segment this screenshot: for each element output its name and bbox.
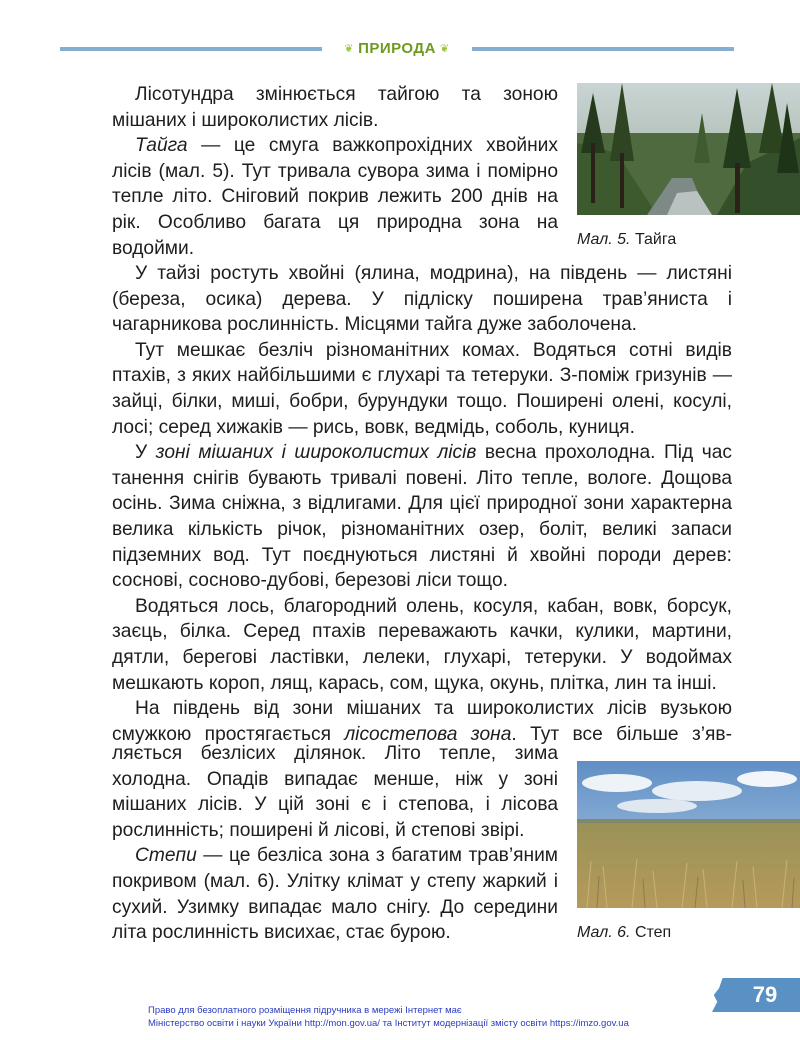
figure-5-caption: Мал. 5. Тайга [577, 231, 677, 248]
paragraph: Водяться лось, благородний олень, косуля, кабан, вовк, борсук, заєць, білка. Серед птахів переважають качки, кулики, мартини, дятли, берегові ластівки, лелеки, глухарі, тетеруки. У водоймах мешкають короп, лящ, карась, сом, щука, окунь, плітка, лин та інші. [112, 595, 732, 694]
term-forest-steppe: лісостепова зона [344, 723, 512, 745]
paragraph: На південь від зони мішаних та широколистих лісів вузькою [135, 698, 732, 720]
copyright-footer [148, 1004, 708, 1030]
footer-line: Право для безоплатного розміщення підручника в мережі Інтернет має [148, 1005, 462, 1016]
paragraph: У тайзі ростуть хвойні (ялина, модрина), на південь — листяні (береза, осика) дерева. У підліску поширена трав’яниста і чагарникова рослинність. Місцями тайга дуже заболочена. [112, 263, 732, 336]
paragraph-continuation: смужкою простягається лісостепова зона. Тут все більше з’яв- [112, 723, 733, 745]
term-steppe: Степи [135, 845, 197, 867]
section-header [322, 36, 472, 60]
term-mixed-forests: зоні мішаних і широколистих лісів [155, 442, 477, 464]
paragraph: Тайга — це смуга важкопрохідних хвойних лісів (мал. 5). Тут тривала сувора зима і помірно тепле літо. Сніговий покрив лежить 200 днів на рік. Особливо багата ця природна зона на водойми. [112, 135, 558, 259]
section-title: ПРИРОДА [358, 39, 436, 57]
text-block-taiga-intro [112, 82, 558, 261]
paragraph-continuation: ляється безлісих ділянок. Літо тепле, зима холодна. Опадів випадає менше, ніж у зоні мішаних лісів. У цій зоні є і степова, і лісова рослинність; поширені й лісові, й степові звірі. [112, 743, 558, 841]
footer-line: Міністерство освіти і науки України http://mon.gov.ua/ та Інститут модернізації змісту освіти https://imzo.gov.ua [148, 1018, 629, 1029]
header-rule-right [472, 47, 734, 51]
figure-6-caption: Мал. 6. Степ [577, 924, 672, 941]
taiga-photo [577, 83, 800, 215]
leaf-ornament-icon: ❦ [344, 42, 355, 55]
text-block-steppe [112, 741, 558, 946]
header-rule-left [60, 47, 322, 51]
page-number: 79 [752, 982, 778, 1007]
paragraph: Лісотундра змінюється тайгою та зоною мішаних і широколистих лісів. [112, 84, 558, 131]
paragraph: Степи — це безліса зона з багатим трав’яним покривом (мал. 6). Улітку клімат у степу жаркий і сухий. Узимку випадає мало снігу. До середини літа рослинність висихає, стає бурою. [112, 845, 558, 944]
paragraph: У зоні мішаних і широколистих лісів весна прохолодна. Під час танення снігів бувають тривалі повені. Літо тепле, вологе. Дощова осінь. Зима сніжна, з відлигами. Для цієї природної зони характерна велика кількість річок, різноманітних озер, боліт, великі запаси підземних вод. Тут поєднуються листяні й хвойні породи дерев: соснові, сосново-дубові, березові ліси тощо. [112, 442, 732, 592]
text-block-main [112, 261, 732, 747]
term-taiga: Тайга [135, 135, 188, 157]
paragraph: Тут мешкає безліч різноманітних комах. Водяться сотні видів птахів, з яких найбільшими є глухарі та тетеруки. З-поміж гризунів — зайці, білки, миші, бобри, бурундуки тощо. Поширені олені, косулі, лосі; серед хижаків — рись, вовк, ведмідь, соболь, куниця. [112, 339, 732, 438]
leaf-ornament-icon: ❦ [439, 42, 450, 55]
steppe-photo [577, 761, 800, 908]
